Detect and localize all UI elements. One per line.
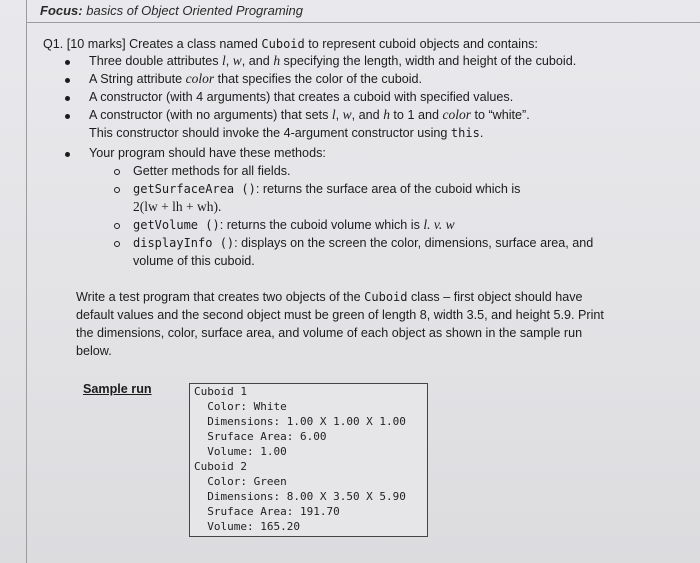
- question-intro: [43, 36, 538, 52]
- bullet-dot: [65, 78, 70, 83]
- var-l: l: [331, 107, 336, 122]
- bullet-text: A String attribute: [89, 72, 186, 86]
- output-line: Volume: 1.00: [194, 445, 287, 458]
- var-w: w: [232, 53, 242, 68]
- sample-output-box: [189, 383, 428, 537]
- bullet-text: to 1 and: [389, 108, 443, 122]
- period: .: [479, 126, 484, 140]
- formula-text: 2(lw + lh + wh).: [133, 199, 222, 214]
- bullet-text: This constructor should invoke the 4-argument constructor using: [89, 126, 451, 140]
- method-description: : returns the cuboid volume which is: [219, 218, 424, 232]
- task-line-4: below.: [76, 344, 112, 358]
- bullet-text-end: that specifies the color of the cuboid.: [214, 72, 423, 86]
- sub-bullet-circle: [114, 187, 120, 193]
- bullet-constructor-4: A constructor (with 4 arguments) that creates a cuboid with specified values.: [89, 90, 514, 104]
- bullet-dot: [65, 96, 70, 101]
- output-line: Sruface Area: 6.00: [194, 430, 327, 443]
- sub-bullet-circle: [114, 223, 120, 229]
- this-keyword-code: this: [450, 126, 480, 140]
- output-line: Dimensions: 1.00 X 1.00 X 1.00: [194, 415, 406, 428]
- class-name-code: Cuboid: [364, 290, 408, 304]
- sub-bullet-circle: [114, 241, 120, 247]
- output-line: Sruface Area: 191.70: [194, 505, 340, 518]
- bullet-dot: [65, 152, 70, 157]
- separator: , and: [241, 54, 274, 68]
- var-h: h: [383, 107, 390, 122]
- bullet-color-attribute: [89, 71, 422, 87]
- task-text: Write a test program that creates two objects of the: [76, 290, 365, 304]
- sub-bullet-volume: [133, 217, 455, 233]
- display-info-cont: volume of this cuboid.: [133, 254, 255, 268]
- bullet-constructor-0: [89, 107, 530, 123]
- bullet-attributes: [89, 53, 576, 69]
- var-color: color: [185, 71, 215, 86]
- focus-header: [40, 3, 303, 18]
- output-line: Cuboid 1: [194, 385, 247, 398]
- var-color: color: [442, 107, 471, 122]
- bullet-constructor-0-cont: [89, 125, 483, 141]
- var-h: h: [273, 53, 281, 68]
- bullet-methods: Your program should have these methods:: [89, 146, 326, 160]
- method-description: : returns the surface area of the cuboid which is: [255, 182, 521, 196]
- focus-label: Focus:: [40, 3, 83, 18]
- separator: ,: [335, 108, 343, 122]
- class-name-code: Cuboid: [261, 37, 305, 51]
- var-w: w: [342, 107, 352, 122]
- output-line: Color: Green: [194, 475, 287, 488]
- method-description: : displays on the screen the color, dimensions, surface area, and: [234, 236, 594, 250]
- method-display-info: displayInfo (): [133, 236, 235, 250]
- output-line: Volume: 165.20: [194, 520, 300, 533]
- method-get-volume: getVolume (): [133, 218, 220, 232]
- focus-topic: basics of Object Oriented Programing: [86, 3, 304, 18]
- bullet-text: Three double attributes: [89, 54, 223, 68]
- question-intro-text-end: to represent cuboid objects and contains:: [304, 37, 538, 51]
- separator: , and: [351, 108, 384, 122]
- question-intro-text: Q1. [10 marks] Creates a class named: [43, 37, 262, 51]
- bullet-dot: [65, 60, 70, 65]
- task-line-2: default values and the second object must be green of length 8, width 3.5, and height 5.9. Print: [76, 308, 604, 322]
- sub-bullet-getters: Getter methods for all fields.: [133, 164, 291, 178]
- separator: ,: [225, 54, 233, 68]
- surface-area-formula: [133, 199, 221, 215]
- sample-run-label: Sample run: [83, 382, 152, 396]
- formula-text: l. v. w: [423, 217, 455, 232]
- sub-bullet-display-info: [133, 235, 593, 251]
- var-l: l: [222, 53, 226, 68]
- sub-bullet-surface-area: [133, 181, 520, 197]
- task-line-3: the dimensions, color, surface area, and volume of each object as shown in the sample run: [76, 326, 583, 340]
- task-line-1: [76, 289, 583, 305]
- bullet-dot: [65, 114, 70, 119]
- method-get-surface-area: getSurfaceArea (): [133, 182, 256, 196]
- bullet-text-end: to “white”.: [470, 108, 530, 122]
- output-line: Dimensions: 8.00 X 3.50 X 5.90: [194, 490, 406, 503]
- bullet-text-end: specifying the length, width and height of the cuboid.: [280, 54, 577, 68]
- bullet-text: A constructor (with no arguments) that sets: [89, 108, 332, 122]
- sub-bullet-circle: [114, 169, 120, 175]
- task-text-end: class – first object should have: [407, 290, 583, 304]
- output-line: Color: White: [194, 400, 287, 413]
- output-line: Cuboid 2: [194, 460, 247, 473]
